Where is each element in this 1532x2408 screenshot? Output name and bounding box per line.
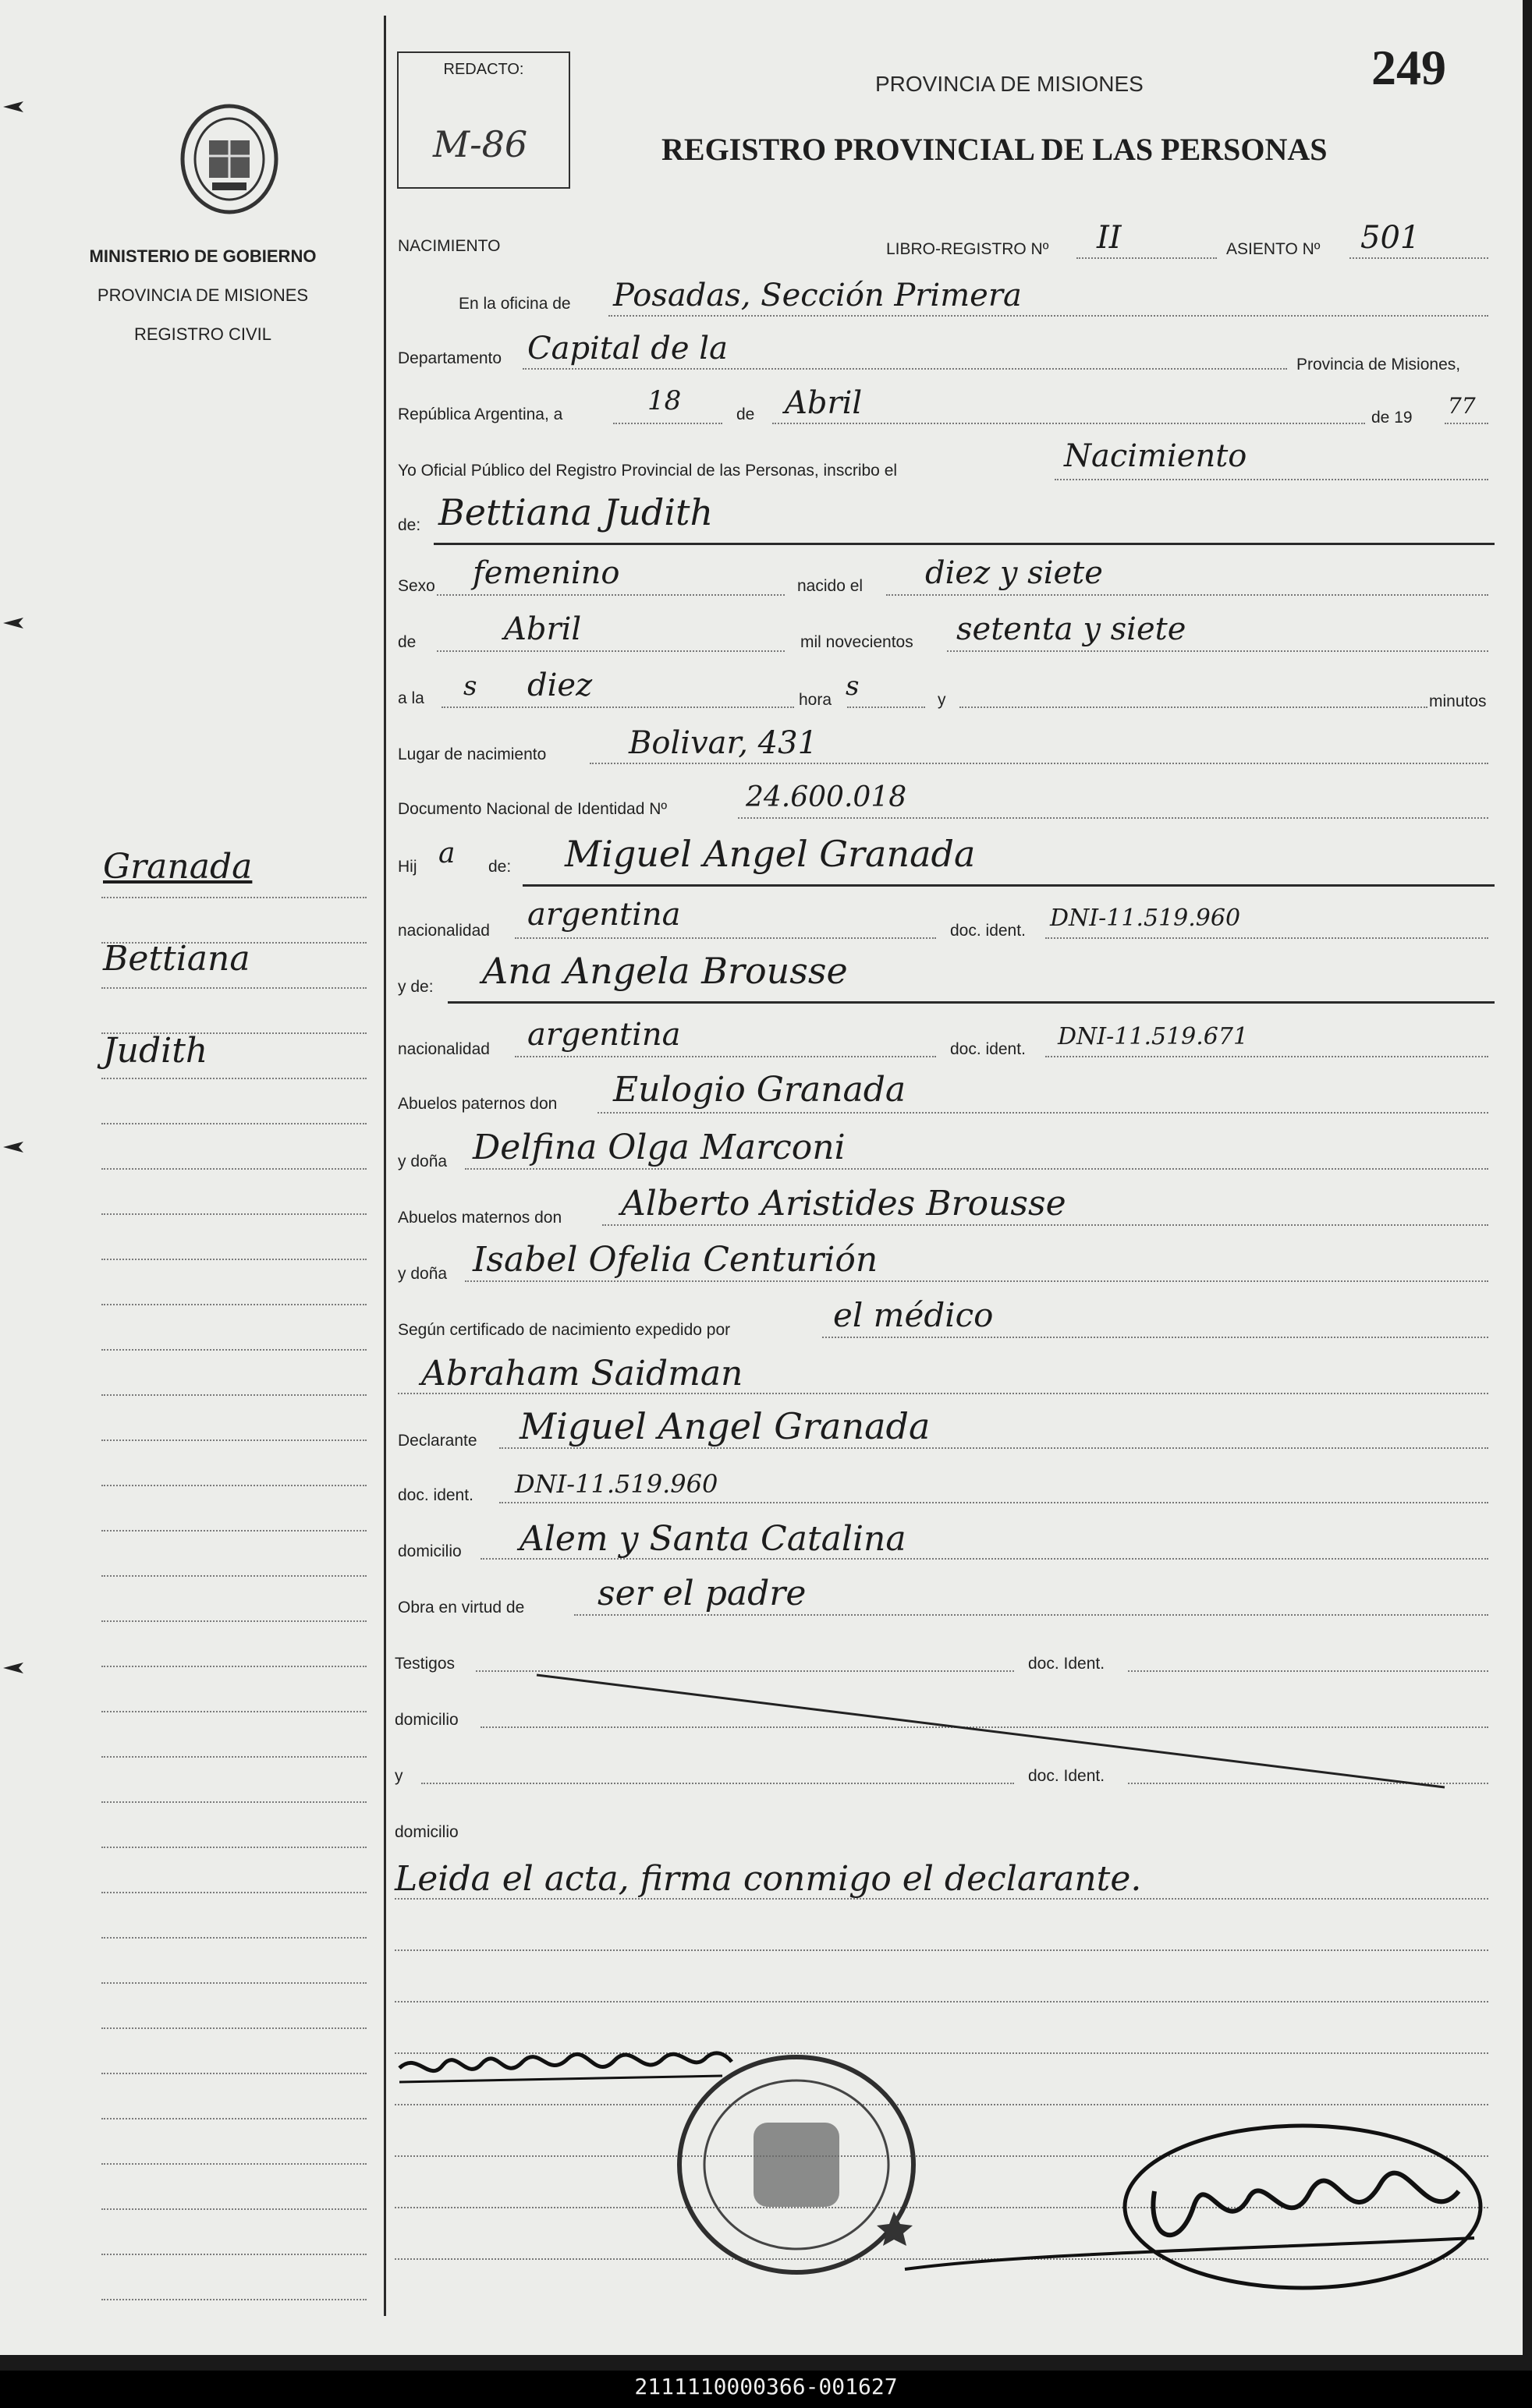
asiento-label: ASIENTO Nº [1226,240,1321,258]
redacto-value: M-86 [433,123,528,165]
page-number: 249 [1371,40,1446,95]
dni-value: 24.600.018 [746,781,907,813]
domicilio-value: Alem y Santa Catalina [520,1519,906,1559]
margin-ruled-line [101,1756,367,1758]
margin-civil-registry: REGISTRO CIVIL [133,324,272,344]
doc-declarante-label: doc. ident. [398,1486,473,1504]
margin-ruled-line [101,1937,367,1939]
doc-declarante-line [499,1502,1488,1503]
abuela-p-label: y doña [398,1153,448,1170]
oficina-line [608,315,1488,317]
margin-surname: Granada [103,847,253,887]
margin-ruled-line [101,2027,367,2029]
margin-ruled-line [101,987,367,989]
margin-ruled-line [101,897,367,898]
abuelo-m-line [602,1224,1488,1226]
madre-label: y de: [398,978,434,996]
doc-madre-value: DNI-11.519.671 [1058,1023,1249,1050]
mes-value: Abril [785,385,863,421]
departamento-value: Capital de la [527,331,728,367]
padre-line [523,884,1495,887]
doc-padre-line [1045,937,1488,939]
departamento-line [523,368,1287,370]
sexo-line [437,594,785,596]
margin-ruled-line [101,2254,367,2255]
nacido-line [886,594,1488,596]
inscribe-line [1055,479,1488,480]
testigos-domicilio2-label: domicilio [395,1823,459,1841]
registry-title: REGISTRO PROVINCIAL DE LAS PERSONAS [661,132,1328,167]
doc-madre-label: doc. ident. [950,1040,1026,1058]
margin-ruled-line [101,1892,367,1893]
nacido-mes-line [437,650,785,652]
hora-suffix-line [847,706,925,708]
margin-ruled-line [101,2118,367,2119]
oficina-value: Posadas, Sección Primera [613,278,1022,313]
madre-line [448,1001,1495,1004]
hij-suffix-value: a [438,837,456,869]
certificado-line [822,1337,1488,1338]
abuela-m-label: y doña [398,1265,448,1283]
lugar-label: Lugar de nacimiento [398,745,547,763]
margin-ruled-line [101,2073,367,2074]
margin-ruled-line [101,2208,367,2210]
margin-divider [384,16,386,2316]
abuelo-m-value: Alberto Aristides Brousse [621,1184,1066,1223]
hora-value: diez [527,668,593,703]
official-signature [897,2121,1490,2300]
nombre-label: de: [398,516,421,534]
doc-madre-line [1045,1056,1488,1057]
nacido-label: nacido el [797,577,864,595]
ruled-line [395,2001,1488,2003]
margin-province: PROVINCIA DE MISIONES [97,285,309,305]
asiento-line [1349,257,1488,259]
margin-first-name: Bettiana [103,939,250,979]
abuela-m-value: Isabel Ofelia Centurión [473,1240,878,1280]
dni-label: Documento Nacional de Identidad Nº [398,800,668,818]
nombre-value: Bettiana Judith [438,491,714,533]
asiento-value: 501 [1360,220,1420,256]
hij-label: Hij [398,858,417,876]
sexo-value: femenino [473,555,620,591]
margin-second-name: Judith [103,1031,208,1071]
nac-padre-label: nacionalidad [398,922,490,940]
oficina-label: En la oficina de [459,295,571,313]
margin-ruled-line [101,1259,367,1260]
margin-ruled-line [101,1394,367,1396]
testigos-doc2-label: doc. Ident. [1028,1767,1105,1785]
minutos-line [959,706,1427,708]
abuela-m-line [465,1280,1488,1282]
binding-hole-icon [2,614,25,632]
nacido-value: diez y siete [925,555,1103,591]
margin-ruled-line [101,1530,367,1532]
redacto-box [397,51,570,189]
domicilio-label: domicilio [398,1542,462,1560]
margin-ruled-line [101,1439,367,1441]
padre-value: Miguel Angel Granada [565,833,976,875]
lugar-line [590,763,1488,764]
hora-label: hora [799,691,832,709]
margin-ruled-line [101,2163,367,2165]
nac-madre-label: nacionalidad [398,1040,490,1058]
de-label: de [736,405,755,423]
doc-declarante-value: DNI-11.519.960 [515,1469,718,1499]
mes-line [772,423,1365,424]
doc-padre-label: doc. ident. [950,922,1026,940]
hora-suffix-value: s [463,671,477,702]
ruled-line [395,1949,1488,1951]
testigos-doc-label: doc. Ident. [1028,1655,1105,1673]
declarante-label: Declarante [398,1432,477,1450]
obra-line [574,1614,1488,1616]
nac-padre-line [515,937,936,939]
dia-value: 18 [647,385,682,416]
departamento-label: Departamento [398,349,502,367]
margin-ruled-line [101,2299,367,2300]
obra-label: Obra en virtud de [398,1599,525,1617]
libro-line [1076,257,1217,259]
nacido-mes-value: Abril [504,611,582,647]
oficial-label: Yo Oficial Público del Registro Provincial de las Personas, inscribo el [398,462,898,480]
margin-ruled-line [101,1666,367,1667]
y-label: y [938,691,946,709]
nac-padre-value: argentina [527,897,681,933]
medico-value: Abraham Saidman [421,1354,743,1393]
margin-ruled-line [101,1304,367,1305]
registry-stamp [668,2048,925,2282]
certificado-value: el médico [833,1296,994,1334]
hora-a-label: a la [398,689,424,707]
margin-ruled-line [101,1349,367,1351]
nombre-line [434,543,1495,545]
obra-value: ser el padre [598,1574,807,1613]
padre-label: de: [488,858,512,876]
abuelo-p-label: Abuelos paternos don [398,1095,558,1113]
binding-hole-icon [2,1138,25,1156]
testigos-label: Testigos [395,1655,456,1673]
dni-line [738,817,1488,819]
sexo-label: Sexo [398,577,435,595]
ministry-title: MINISTERIO DE GOBIERNO [89,246,317,266]
strikethrough-line [530,1669,1451,1794]
minutos-label: minutos [1429,692,1487,710]
testigos-y-label: y [395,1767,403,1785]
nacido-anio-line [947,650,1488,652]
declarante-line [499,1447,1488,1449]
margin-ruled-line [101,1575,367,1577]
anio-line [1445,423,1488,424]
abuelo-p-line [598,1112,1488,1114]
margin-ruled-line [101,1711,367,1712]
provincial-seal-icon [178,101,281,217]
image-id-caption: 2111110000366-001627 [634,2374,898,2399]
abuelo-p-value: Eulogio Granada [613,1070,906,1110]
libro-value: II [1097,220,1122,256]
margin-ruled-line [101,1213,367,1215]
hora-plural-value: s [846,671,860,702]
margin-ruled-line [101,1123,367,1124]
abuelo-m-label: Abuelos maternos don [398,1209,562,1227]
margin-ruled-line [101,1620,367,1622]
margin-ruled-line [101,1078,367,1079]
margin-ruled-line [101,1847,367,1848]
dia-line [613,423,722,424]
abuela-p-line [465,1168,1488,1170]
binding-hole-icon [2,98,25,115]
nac-madre-value: argentina [527,1017,681,1053]
mil-label: mil novecientos [800,633,913,651]
provincia-label: Provincia de Misiones, [1296,356,1461,374]
nacido-mes-label: de [398,633,417,651]
leida-value: Leida el acta, firma conmigo el declarante. [395,1859,1142,1899]
margin-ruled-line [101,1168,367,1170]
nacido-anio-value: setenta y siete [956,611,1186,647]
nac-madre-line [515,1056,936,1057]
redacto-label: REDACTO: [443,61,524,78]
province-title: PROVINCIA DE MISIONES [875,72,1144,96]
lugar-value: Bolivar, 431 [629,725,818,761]
madre-value: Ana Angela Brousse [482,950,848,992]
anio-label: de 19 [1371,409,1413,427]
libro-label: LIBRO-REGISTRO Nº [886,240,1049,258]
inscribe-value: Nacimiento [1064,438,1247,474]
act-type-label: NACIMIENTO [398,237,501,255]
republica-label: República Argentina, a [398,405,563,423]
binding-hole-icon [2,1659,25,1677]
margin-ruled-line [101,1982,367,1984]
abuela-p-value: Delfina Olga Marconi [473,1128,846,1167]
hora-line [442,706,794,708]
margin-ruled-line [101,1485,367,1486]
margin-ruled-line [101,1801,367,1803]
declarante-value: Miguel Angel Granada [520,1405,931,1447]
testigos-domicilio-label: domicilio [395,1711,459,1729]
anio-value: 77 [1448,393,1476,419]
ruled-line [395,2104,1488,2105]
doc-padre-value: DNI-11.519.960 [1050,905,1241,932]
certificado-label: Según certificado de nacimiento expedido por [398,1321,731,1339]
